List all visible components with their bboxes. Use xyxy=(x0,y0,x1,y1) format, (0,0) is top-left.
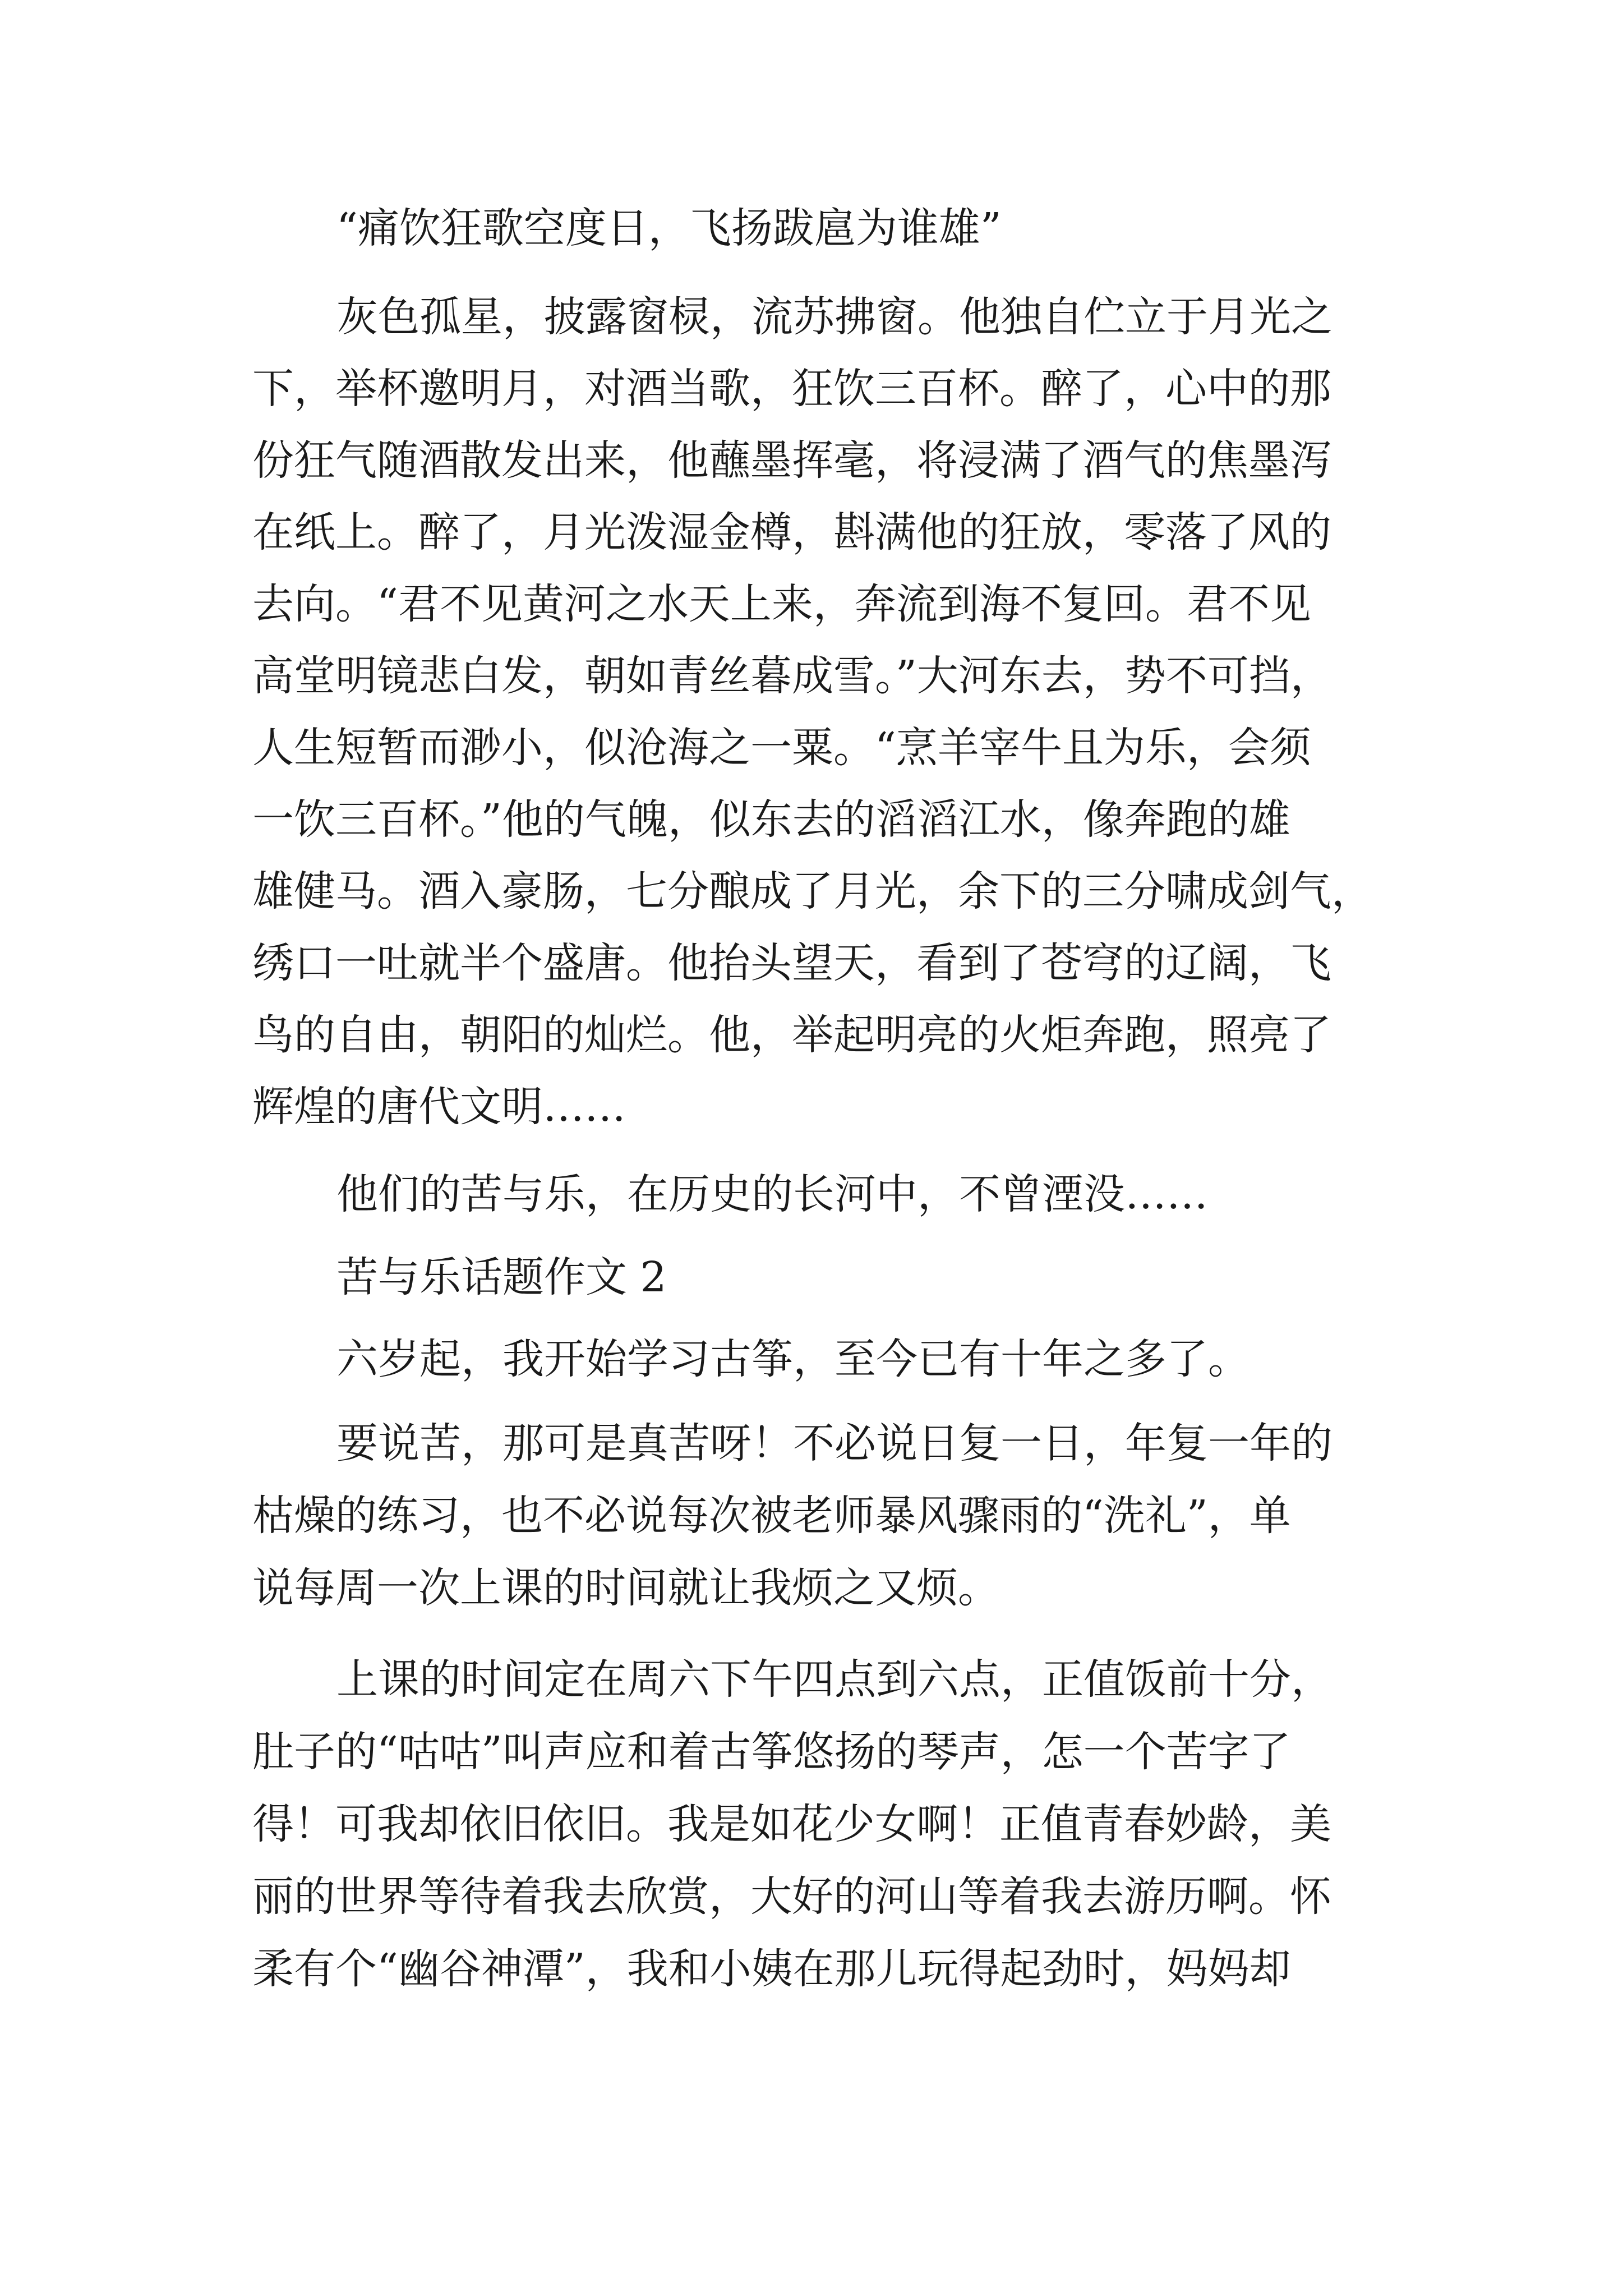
paragraph-line: 说每周一次上课的时间就让我烦之又烦。 xyxy=(252,1564,999,1612)
paragraph-line: 上课的时间定在周六下午四点到六点，正值饭前十分， xyxy=(336,1655,1332,1704)
paragraph-line: 辉煌的唐代文明…… xyxy=(252,1083,626,1131)
paragraph-line: 鸟的自由，朝阳的灿烂。他，举起明亮的火炬奔跑，照亮了 xyxy=(252,1011,1331,1059)
paragraph-line: 去向。“君不见黄河之水天上来，奔流到海不复回。君不见 xyxy=(252,580,1311,628)
paragraph-line: 灰色孤星，披露窗棂，流苏拂窗。他独自伫立于月光之 xyxy=(336,293,1332,341)
paragraph-line: 人生短暂而渺小，似沧海之一粟。“烹羊宰牛且为乐，会须 xyxy=(252,724,1311,772)
paragraph-line: 要说苦，那可是真苦呀！不必说日复一日，年复一年的 xyxy=(336,1419,1332,1467)
paragraph-line: 一饮三百杯。”他的气魄，似东去的滔滔江水，像奔跑的雄 xyxy=(252,795,1290,844)
paragraph-line: 肚子的“咕咕”叫声应和着古筝悠扬的琴声，怎一个苦字了 xyxy=(252,1728,1291,1776)
paragraph-line: 丽的世界等待着我去欣赏，大好的河山等着我去游历啊。怀 xyxy=(252,1872,1331,1921)
paragraph-line: 他们的苦与乐，在历史的长河中，不曾湮没…… xyxy=(336,1170,1208,1218)
paragraph-quote-title: “痛饮狂歌空度日，飞扬跋扈为谁雄” xyxy=(336,204,1002,252)
paragraph-line: 下，举杯邀明月，对酒当歌，狂饮三百杯。醉了，心中的那 xyxy=(252,365,1331,413)
section-heading: 苦与乐话题作文 2 xyxy=(336,1253,667,1301)
paragraph-line: 得！可我却依旧依旧。我是如花少女啊！正值青春妙龄，美 xyxy=(252,1800,1331,1848)
paragraph-line: 在纸上。醉了，月光泼湿金樽，斟满他的狂放，零落了风的 xyxy=(252,508,1331,556)
paragraph-line: 雄健马。酒入豪肠，七分酿成了月光，余下的三分啸成剑气， xyxy=(252,867,1373,915)
paragraph-line: 六岁起，我开始学习古筝，至今已有十年之多了。 xyxy=(336,1335,1249,1383)
paragraph-line: 柔有个“幽谷神潭”，我和小姨在那儿玩得起劲时，妈妈却 xyxy=(252,1945,1291,1993)
paragraph-line: 份狂气随酒散发出来，他蘸墨挥毫，将浸满了酒气的焦墨泻 xyxy=(252,436,1331,485)
paragraph-line: 枯燥的练习，也不必说每次被老师暴风骤雨的“洗礼”，单 xyxy=(252,1492,1291,1540)
paragraph-line: 绣口一吐就半个盛唐。他抬头望天，看到了苍穹的辽阔，飞 xyxy=(252,939,1331,987)
paragraph-line: 高堂明镜悲白发，朝如青丝暮成雪。”大河东去，势不可挡， xyxy=(252,652,1332,700)
